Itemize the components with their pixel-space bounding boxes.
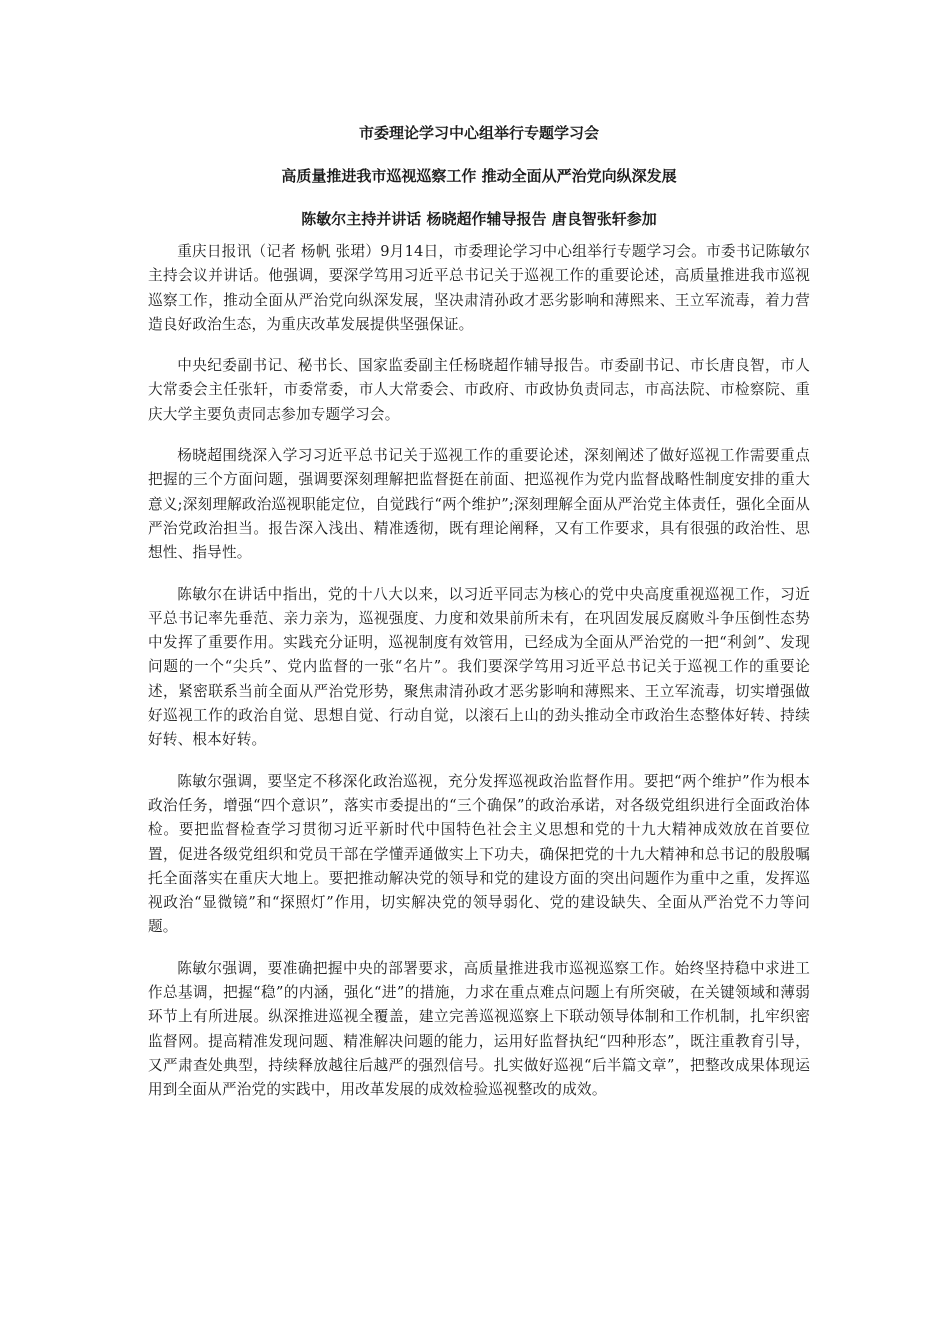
- paragraph-3: 杨晓超围绕深入学习习近平总书记关于巡视工作的重要论述，深刻阐述了做好巡视工作需要重点把握的三个方面问题，强调要深刻理解把监督挺在前面、把巡视作为党内监督战略性制度安排的重大意义;深刻理解政治巡视职能定位，自觉践行“两个维护”;深刻理解全面从严治党主体责任，强化全面从严治党政治担当。报告深入浅出、精准透彻，既有理论阐释，又有工作要求，具有很强的政治性、思想性、指导性。: [148, 447, 810, 562]
- paragraph-2: 中央纪委副书记、秘书长、国家监委副主任杨晓超作辅导报告。市委副书记、市长唐良智，市人大常委会主任张轩，市委常委，市人大常委会、市政府、市政协负责同志，市高法院、市检察院、重庆大学主要负责同志参加专题学习会。: [148, 357, 810, 423]
- headline-main: 市委理论学习中心组举行专题学习会: [358, 124, 599, 142]
- headline-participants: 陈敏尔主持并讲话 杨晓超作辅导报告 唐良智张轩参加: [301, 210, 657, 228]
- paragraph-5: 陈敏尔强调，要坚定不移深化政治巡视，充分发挥巡视政治监督作用。要把“两个维护”作为根本政治任务，增强“四个意识”，落实市委提出的“三个确保”的政治承诺，对各级党组织进行全面政治体检。要把监督检查学习贯彻习近平新时代中国特色社会主义思想和党的十九大精神成效放在首要位置，促进各级党组织和党员干部在学懂弄通做实上下功夫，确保把党的十九大精神和总书记的殷殷嘱托全面落实在重庆大地上。要把推动解决党的领导和党的建设方面的突出问题作为重中之重，发挥巡视政治“显微镜”和“探照灯”作用，切实解决党的领导弱化、党的建设缺失、全面从严治党不力等问题。: [148, 772, 810, 936]
- headline-sub: 高质量推进我市巡视巡察工作 推动全面从严治党向纵深发展: [281, 167, 677, 185]
- paragraph-1: 重庆日报讯（记者 杨帆 张珺）9月14日，市委理论学习中心组举行专题学习会。市委书记陈敏尔主持会议并讲话。他强调，要深学笃用习近平总书记关于巡视工作的重要论述，高质量推进我市巡视巡察工作，推动全面从严治党向纵深发展，坚决肃清孙政才恶劣影响和薄熙来、王立军流毒，着力营造良好政治生态，为重庆改革发展提供坚强保证。: [148, 243, 810, 333]
- paragraph-6: 陈敏尔强调，要准确把握中央的部署要求，高质量推进我市巡视巡察工作。始终坚持稳中求进工作总基调，把握“稳”的内涵，强化“进”的措施，力求在重点难点问题上有所突破，在关键领域和薄弱环节上有所进展。纵深推进巡视全覆盖，建立完善巡视巡察上下联动领导体制和工作机制，扎牢织密监督网。提高精准发现问题、精准解决问题的能力，运用好监督执纪“四种形态”，既注重教育引导，又严肃查处典型，持续释放越往后越严的强烈信号。扎实做好巡视“后半篇文章”，把整改成果体现运用到全面从严治党的实践中，用改革发展的成效检验巡视整改的成效。: [148, 959, 810, 1099]
- paragraph-4: 陈敏尔在讲话中指出，党的十八大以来，以习近平同志为核心的党中央高度重视巡视工作，习近平总书记率先垂范、亲力亲为，巡视强度、力度和效果前所未有，在巩固发展反腐败斗争压倒性态势中发挥了重要作用。实践充分证明，巡视制度有效管用，已经成为全面从严治党的一把“利剑”、发现问题的一个“尖兵”、党内监督的一张“名片”。我们要深学笃用习近平总书记关于巡视工作的重要论述，紧密联系当前全面从严治党形势，聚焦肃清孙政才恶劣影响和薄熙来、王立军流毒，切实增强做好巡视工作的政治自觉、思想自觉、行动自觉，以滚石上山的劲头推动全市政治生态整体好转、持续好转、根本好转。: [148, 585, 810, 749]
- document-page: [148, 122, 810, 1120]
